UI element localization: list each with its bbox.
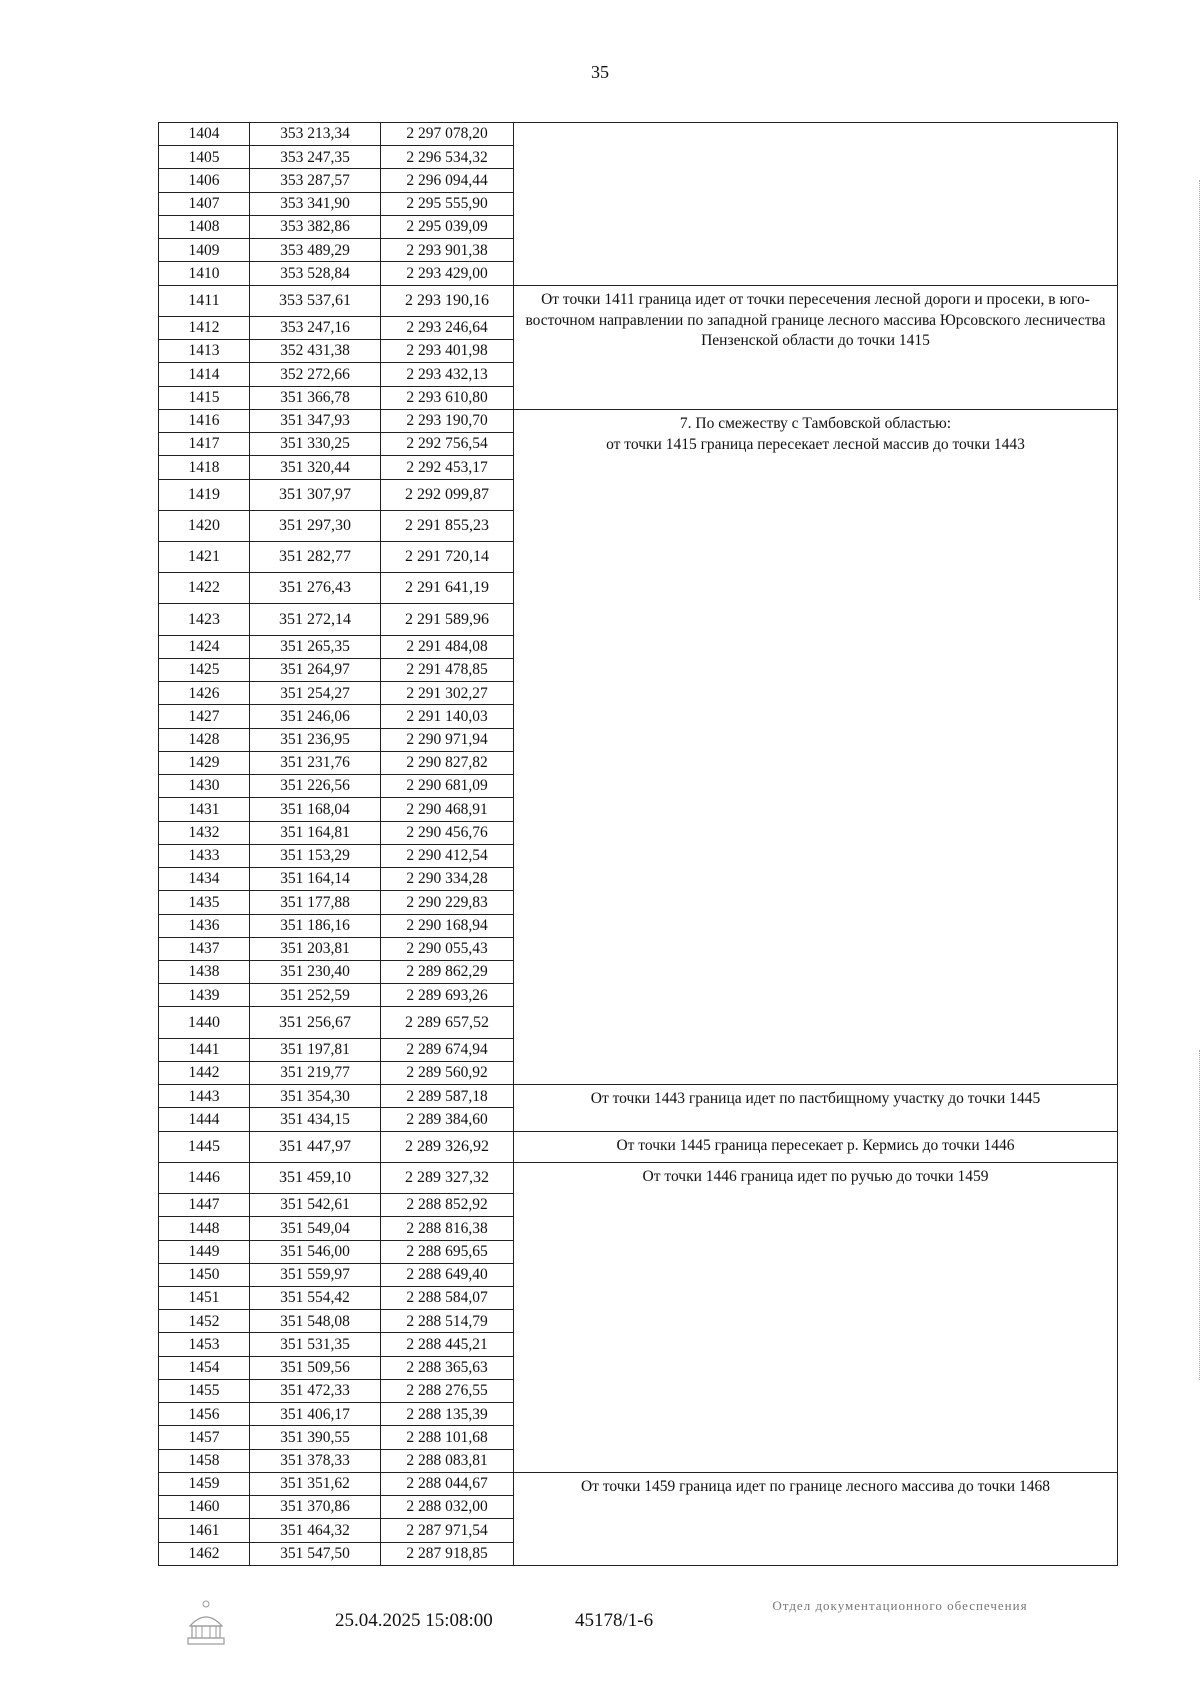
point-number-cell: 1456: [159, 1403, 250, 1426]
x-coordinate-cell: 351 531,35: [250, 1333, 381, 1356]
x-coordinate-cell: 351 230,40: [250, 960, 381, 983]
x-coordinate-cell: 351 554,42: [250, 1287, 381, 1310]
y-coordinate-cell: 2 289 327,32: [381, 1162, 514, 1193]
x-coordinate-cell: 353 382,86: [250, 215, 381, 238]
point-number-cell: 1426: [159, 682, 250, 705]
x-coordinate-cell: 351 219,77: [250, 1061, 381, 1084]
y-coordinate-cell: 2 290 827,82: [381, 751, 514, 774]
point-number-cell: 1419: [159, 479, 250, 510]
point-number-cell: 1409: [159, 239, 250, 262]
point-number-cell: 1460: [159, 1496, 250, 1519]
y-coordinate-cell: 2 288 044,67: [381, 1472, 514, 1495]
y-coordinate-cell: 2 295 039,09: [381, 215, 514, 238]
y-coordinate-cell: 2 293 401,98: [381, 340, 514, 363]
x-coordinate-cell: 351 347,93: [250, 409, 381, 432]
y-coordinate-cell: 2 291 589,96: [381, 604, 514, 635]
y-coordinate-cell: 2 291 302,27: [381, 682, 514, 705]
y-coordinate-cell: 2 290 055,43: [381, 937, 514, 960]
boundary-description-cell: От точки 1446 граница идет по ручью до точки 1459: [514, 1162, 1118, 1472]
y-coordinate-cell: 2 290 168,94: [381, 914, 514, 937]
emblem-icon: [184, 1596, 228, 1650]
y-coordinate-cell: 2 290 456,76: [381, 821, 514, 844]
point-number-cell: 1411: [159, 285, 250, 316]
x-coordinate-cell: 351 406,17: [250, 1403, 381, 1426]
coordinates-table: [158, 122, 1118, 1566]
y-coordinate-cell: 2 289 693,26: [381, 984, 514, 1007]
boundary-description-cell: От точки 1459 граница идет по границе лесного массива до точки 1468: [514, 1472, 1118, 1565]
x-coordinate-cell: 351 351,62: [250, 1472, 381, 1495]
y-coordinate-cell: 2 295 555,90: [381, 192, 514, 215]
y-coordinate-cell: 2 296 534,32: [381, 146, 514, 169]
point-number-cell: 1407: [159, 192, 250, 215]
y-coordinate-cell: 2 289 657,52: [381, 1007, 514, 1038]
y-coordinate-cell: 2 288 514,79: [381, 1310, 514, 1333]
point-number-cell: 1421: [159, 541, 250, 572]
x-coordinate-cell: 351 390,55: [250, 1426, 381, 1449]
boundary-description-cell: [514, 123, 1118, 286]
y-coordinate-cell: 2 293 610,80: [381, 386, 514, 409]
x-coordinate-cell: 351 366,78: [250, 386, 381, 409]
y-coordinate-cell: 2 292 099,87: [381, 479, 514, 510]
y-coordinate-cell: 2 288 445,21: [381, 1333, 514, 1356]
point-number-cell: 1444: [159, 1108, 250, 1131]
point-number-cell: 1458: [159, 1449, 250, 1472]
x-coordinate-cell: 351 226,56: [250, 775, 381, 798]
page-number: 35: [591, 62, 609, 82]
point-number-cell: 1453: [159, 1333, 250, 1356]
y-coordinate-cell: 2 288 816,38: [381, 1217, 514, 1240]
x-coordinate-cell: 351 546,00: [250, 1240, 381, 1263]
x-coordinate-cell: 351 464,32: [250, 1519, 381, 1542]
y-coordinate-cell: 2 288 584,07: [381, 1287, 514, 1310]
x-coordinate-cell: 351 197,81: [250, 1038, 381, 1061]
x-coordinate-cell: 351 307,97: [250, 479, 381, 510]
point-number-cell: 1428: [159, 728, 250, 751]
y-coordinate-cell: 2 289 384,60: [381, 1108, 514, 1131]
y-coordinate-cell: 2 293 190,16: [381, 285, 514, 316]
point-number-cell: 1433: [159, 844, 250, 867]
y-coordinate-cell: 2 292 453,17: [381, 456, 514, 479]
x-coordinate-cell: 352 431,38: [250, 340, 381, 363]
table-row: [159, 285, 1118, 316]
x-coordinate-cell: 351 246,06: [250, 705, 381, 728]
x-coordinate-cell: 351 186,16: [250, 914, 381, 937]
y-coordinate-cell: 2 287 918,85: [381, 1542, 514, 1565]
table-row: [159, 1085, 1118, 1108]
point-number-cell: 1434: [159, 868, 250, 891]
y-coordinate-cell: 2 288 695,65: [381, 1240, 514, 1263]
point-number-cell: 1438: [159, 960, 250, 983]
y-coordinate-cell: 2 290 334,28: [381, 868, 514, 891]
x-coordinate-cell: 351 542,61: [250, 1194, 381, 1217]
y-coordinate-cell: 2 288 649,40: [381, 1263, 514, 1286]
point-number-cell: 1443: [159, 1085, 250, 1108]
y-coordinate-cell: 2 297 078,20: [381, 123, 514, 146]
point-number-cell: 1406: [159, 169, 250, 192]
point-number-cell: 1432: [159, 821, 250, 844]
x-coordinate-cell: 351 276,43: [250, 573, 381, 604]
y-coordinate-cell: 2 289 560,92: [381, 1061, 514, 1084]
point-number-cell: 1410: [159, 262, 250, 285]
y-coordinate-cell: 2 289 862,29: [381, 960, 514, 983]
x-coordinate-cell: 351 203,81: [250, 937, 381, 960]
y-coordinate-cell: 2 291 641,19: [381, 573, 514, 604]
point-number-cell: 1405: [159, 146, 250, 169]
point-number-cell: 1408: [159, 215, 250, 238]
x-coordinate-cell: 351 272,14: [250, 604, 381, 635]
x-coordinate-cell: 353 537,61: [250, 285, 381, 316]
x-coordinate-cell: 351 231,76: [250, 751, 381, 774]
point-number-cell: 1414: [159, 363, 250, 386]
x-coordinate-cell: 351 370,86: [250, 1496, 381, 1519]
x-coordinate-cell: 351 434,15: [250, 1108, 381, 1131]
y-coordinate-cell: 2 296 094,44: [381, 169, 514, 192]
scan-edge-marks-lower: [1195, 1050, 1200, 1380]
x-coordinate-cell: 352 272,66: [250, 363, 381, 386]
y-coordinate-cell: 2 288 365,63: [381, 1356, 514, 1379]
table-row: [159, 1162, 1118, 1193]
y-coordinate-cell: 2 288 083,81: [381, 1449, 514, 1472]
page-footer: [0, 1590, 1200, 1660]
x-coordinate-cell: 353 247,16: [250, 316, 381, 339]
point-number-cell: 1449: [159, 1240, 250, 1263]
x-coordinate-cell: 351 168,04: [250, 798, 381, 821]
point-number-cell: 1447: [159, 1194, 250, 1217]
x-coordinate-cell: 351 153,29: [250, 844, 381, 867]
x-coordinate-cell: 351 549,04: [250, 1217, 381, 1240]
y-coordinate-cell: 2 288 276,55: [381, 1379, 514, 1402]
point-number-cell: 1457: [159, 1426, 250, 1449]
x-coordinate-cell: 351 548,08: [250, 1310, 381, 1333]
point-number-cell: 1439: [159, 984, 250, 1007]
x-coordinate-cell: 351 256,67: [250, 1007, 381, 1038]
x-coordinate-cell: 353 341,90: [250, 192, 381, 215]
table-row: [159, 1472, 1118, 1495]
point-number-cell: 1454: [159, 1356, 250, 1379]
x-coordinate-cell: 351 254,27: [250, 682, 381, 705]
point-number-cell: 1412: [159, 316, 250, 339]
point-number-cell: 1441: [159, 1038, 250, 1061]
x-coordinate-cell: 351 547,50: [250, 1542, 381, 1565]
point-number-cell: 1446: [159, 1162, 250, 1193]
point-number-cell: 1451: [159, 1287, 250, 1310]
point-number-cell: 1415: [159, 386, 250, 409]
x-coordinate-cell: 351 509,56: [250, 1356, 381, 1379]
boundary-description-cell: От точки 1445 граница пересекает р. Кермись до точки 1446: [514, 1131, 1118, 1162]
point-number-cell: 1427: [159, 705, 250, 728]
x-coordinate-cell: 351 459,10: [250, 1162, 381, 1193]
y-coordinate-cell: 2 289 326,92: [381, 1131, 514, 1162]
table-row: [159, 123, 1118, 146]
point-number-cell: 1425: [159, 658, 250, 681]
y-coordinate-cell: 2 290 971,94: [381, 728, 514, 751]
coordinates-table-container: [158, 122, 1118, 1565]
point-number-cell: 1448: [159, 1217, 250, 1240]
y-coordinate-cell: 2 288 032,00: [381, 1496, 514, 1519]
y-coordinate-cell: 2 288 101,68: [381, 1426, 514, 1449]
x-coordinate-cell: 351 320,44: [250, 456, 381, 479]
x-coordinate-cell: 351 297,30: [250, 510, 381, 541]
x-coordinate-cell: 351 264,97: [250, 658, 381, 681]
x-coordinate-cell: 353 247,35: [250, 146, 381, 169]
y-coordinate-cell: 2 291 140,03: [381, 705, 514, 728]
y-coordinate-cell: 2 290 229,83: [381, 891, 514, 914]
point-number-cell: 1424: [159, 635, 250, 658]
x-coordinate-cell: 351 354,30: [250, 1085, 381, 1108]
x-coordinate-cell: 351 330,25: [250, 433, 381, 456]
footer-department: Отдел документационного обеспечения: [772, 1598, 1028, 1613]
y-coordinate-cell: 2 290 412,54: [381, 844, 514, 867]
point-number-cell: 1422: [159, 573, 250, 604]
y-coordinate-cell: 2 293 246,64: [381, 316, 514, 339]
point-number-cell: 1431: [159, 798, 250, 821]
point-number-cell: 1435: [159, 891, 250, 914]
x-coordinate-cell: 351 472,33: [250, 1379, 381, 1402]
point-number-cell: 1416: [159, 409, 250, 432]
point-number-cell: 1462: [159, 1542, 250, 1565]
y-coordinate-cell: 2 290 681,09: [381, 775, 514, 798]
point-number-cell: 1418: [159, 456, 250, 479]
y-coordinate-cell: 2 288 852,92: [381, 1194, 514, 1217]
x-coordinate-cell: 353 528,84: [250, 262, 381, 285]
point-number-cell: 1423: [159, 604, 250, 635]
point-number-cell: 1404: [159, 123, 250, 146]
y-coordinate-cell: 2 292 756,54: [381, 433, 514, 456]
x-coordinate-cell: 351 164,14: [250, 868, 381, 891]
y-coordinate-cell: 2 289 674,94: [381, 1038, 514, 1061]
point-number-cell: 1440: [159, 1007, 250, 1038]
y-coordinate-cell: 2 288 135,39: [381, 1403, 514, 1426]
point-number-cell: 1445: [159, 1131, 250, 1162]
y-coordinate-cell: 2 293 432,13: [381, 363, 514, 386]
scan-edge-marks: [1195, 180, 1200, 600]
y-coordinate-cell: 2 291 855,23: [381, 510, 514, 541]
point-number-cell: 1455: [159, 1379, 250, 1402]
x-coordinate-cell: 351 378,33: [250, 1449, 381, 1472]
y-coordinate-cell: 2 291 484,08: [381, 635, 514, 658]
x-coordinate-cell: 351 236,95: [250, 728, 381, 751]
x-coordinate-cell: 351 177,88: [250, 891, 381, 914]
point-number-cell: 1461: [159, 1519, 250, 1542]
x-coordinate-cell: 351 252,59: [250, 984, 381, 1007]
point-number-cell: 1437: [159, 937, 250, 960]
point-number-cell: 1429: [159, 751, 250, 774]
x-coordinate-cell: 351 164,81: [250, 821, 381, 844]
x-coordinate-cell: 351 282,77: [250, 541, 381, 572]
y-coordinate-cell: 2 291 720,14: [381, 541, 514, 572]
point-number-cell: 1413: [159, 340, 250, 363]
footer-doc-number: 45178/1-6: [575, 1610, 654, 1631]
boundary-description-cell: От точки 1411 граница идет от точки пересечения лесной дороги и просеки, в юго-восточном направлении по западной границе лесного массива Юрсовского лесничества Пензенской области до точки 1415: [514, 285, 1118, 409]
point-number-cell: 1417: [159, 433, 250, 456]
point-number-cell: 1436: [159, 914, 250, 937]
y-coordinate-cell: 2 291 478,85: [381, 658, 514, 681]
x-coordinate-cell: 351 265,35: [250, 635, 381, 658]
x-coordinate-cell: 353 489,29: [250, 239, 381, 262]
y-coordinate-cell: 2 287 971,54: [381, 1519, 514, 1542]
footer-datetime: 25.04.2025 15:08:00: [335, 1610, 493, 1631]
table-row: [159, 409, 1118, 432]
table-row: [159, 1131, 1118, 1162]
point-number-cell: 1459: [159, 1472, 250, 1495]
point-number-cell: 1450: [159, 1263, 250, 1286]
y-coordinate-cell: 2 289 587,18: [381, 1085, 514, 1108]
point-number-cell: 1442: [159, 1061, 250, 1084]
y-coordinate-cell: 2 293 429,00: [381, 262, 514, 285]
x-coordinate-cell: 353 287,57: [250, 169, 381, 192]
y-coordinate-cell: 2 293 190,70: [381, 409, 514, 432]
y-coordinate-cell: 2 290 468,91: [381, 798, 514, 821]
point-number-cell: 1430: [159, 775, 250, 798]
x-coordinate-cell: 351 559,97: [250, 1263, 381, 1286]
x-coordinate-cell: 351 447,97: [250, 1131, 381, 1162]
coordinates-table-body: [159, 123, 1118, 1566]
x-coordinate-cell: 353 213,34: [250, 123, 381, 146]
point-number-cell: 1420: [159, 510, 250, 541]
point-number-cell: 1452: [159, 1310, 250, 1333]
y-coordinate-cell: 2 293 901,38: [381, 239, 514, 262]
boundary-description-cell: От точки 1443 граница идет по пастбищному участку до точки 1445: [514, 1085, 1118, 1131]
boundary-description-cell: 7. По смежеству с Тамбовской областью: от точки 1415 граница пересекает лесной массив до точки 1443: [514, 409, 1118, 1084]
